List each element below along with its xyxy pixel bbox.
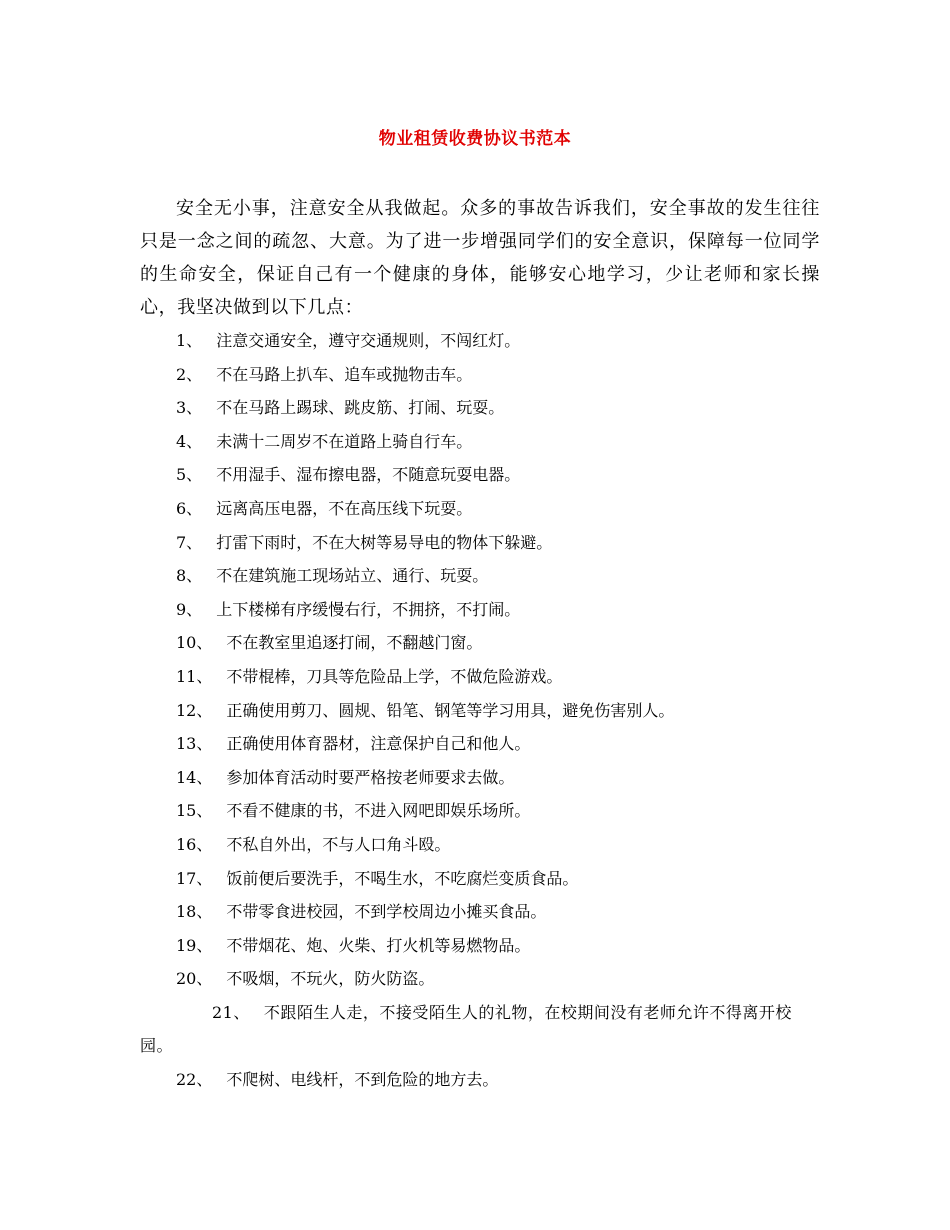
item-number: 18、 bbox=[176, 902, 213, 922]
list-item bbox=[140, 324, 820, 358]
list-item bbox=[140, 458, 820, 492]
item-number: 20、 bbox=[176, 969, 213, 989]
item-number: 19、 bbox=[176, 935, 213, 955]
list-item bbox=[140, 1063, 820, 1097]
item-number: 17、 bbox=[176, 868, 213, 888]
item-text: 正确使用体育器材，注意保护自己和他人。 bbox=[226, 734, 531, 754]
item-text: 不吸烟，不玩火，防火防盗。 bbox=[226, 969, 435, 989]
item-number: 12、 bbox=[176, 700, 213, 720]
item-number: 21、 bbox=[212, 1002, 250, 1022]
item-number: 16、 bbox=[176, 834, 213, 854]
item-number: 4、 bbox=[176, 431, 203, 451]
item-number: 14、 bbox=[176, 767, 213, 787]
item-number: 13、 bbox=[176, 734, 213, 754]
item-text: 上下楼梯有序缓慢右行，不拥挤，不打闹。 bbox=[216, 599, 521, 619]
list-item bbox=[140, 794, 820, 828]
item-text: 不用湿手、湿布擦电器，不随意玩耍电器。 bbox=[216, 465, 521, 485]
list-item bbox=[140, 862, 820, 896]
item-text: 正确使用剪刀、圆规、铅笔、钢笔等学习用具，避免伤害别人。 bbox=[226, 700, 675, 720]
item-number: 1、 bbox=[176, 331, 203, 350]
rules-list bbox=[140, 324, 820, 1097]
item-number: 6、 bbox=[176, 498, 203, 518]
item-text: 不私自外出，不与人口角斗殴。 bbox=[226, 834, 451, 854]
item-text: 不带烟花、炮、火柴、打火机等易燃物品。 bbox=[226, 935, 531, 955]
item-text: 不看不健康的书，不进入网吧即娱乐场所。 bbox=[226, 801, 531, 821]
list-item bbox=[140, 492, 820, 526]
item-number: 5、 bbox=[176, 465, 203, 485]
list-item bbox=[140, 626, 820, 660]
item-number: 3、 bbox=[176, 398, 203, 418]
list-item bbox=[140, 996, 820, 1063]
intro-paragraph: 安全无小事，注意安全从我做起。众多的事故告诉我们，安全事故的发生往往只是一念之间的疏忽、大意。为了进一步增强同学们的安全意识，保障每一位同学的生命安全，保证自己有一个健康的身体，能够安心地学习，少让老师和家长操心，我坚决做到以下几点： bbox=[140, 198, 820, 318]
item-number: 2、 bbox=[176, 364, 203, 384]
item-text: 打雷下雨时，不在大树等易导电的物体下躲避。 bbox=[216, 532, 553, 552]
list-item bbox=[140, 828, 820, 862]
item-text: 不带零食进校园，不到学校周边小摊买食品。 bbox=[226, 902, 547, 922]
item-text: 不在马路上踢球、跳皮筋、打闹、玩耍。 bbox=[216, 398, 505, 418]
item-text: 远离高压电器，不在高压线下玩耍。 bbox=[216, 498, 473, 518]
item-number: 9、 bbox=[176, 599, 203, 619]
list-item bbox=[140, 895, 820, 929]
list-item bbox=[140, 526, 820, 560]
item-text: 不在建筑施工现场站立、通行、玩耍。 bbox=[216, 566, 489, 586]
list-item bbox=[140, 929, 820, 963]
item-text: 不带棍棒，刀具等危险品上学，不做危险游戏。 bbox=[226, 666, 563, 686]
item-text: 参加体育活动时要严格按老师要求去做。 bbox=[226, 767, 515, 787]
item-text: 注意交通安全，遵守交通规则，不闯红灯。 bbox=[216, 331, 521, 350]
list-item bbox=[140, 660, 820, 694]
item-number: 8、 bbox=[176, 566, 203, 586]
item-text: 不爬树、电线杆，不到危险的地方去。 bbox=[226, 1070, 499, 1090]
item-number: 7、 bbox=[176, 532, 203, 552]
list-item bbox=[140, 694, 820, 728]
item-text: 不跟陌生人走，不接受陌生人的礼物，在校期间没有老师允许不得离开校园。 bbox=[140, 1002, 792, 1056]
item-text: 不在教室里追逐打闹，不翻越门窗。 bbox=[226, 633, 483, 653]
item-number: 11、 bbox=[176, 666, 213, 686]
item-text: 饭前便后要洗手，不喝生水，不吃腐烂变质食品。 bbox=[226, 868, 579, 888]
list-item bbox=[140, 358, 820, 392]
list-item bbox=[140, 425, 820, 459]
list-item bbox=[140, 962, 820, 996]
list-item bbox=[140, 391, 820, 425]
document-body bbox=[140, 192, 820, 1097]
list-item bbox=[140, 727, 820, 761]
item-number: 15、 bbox=[176, 801, 213, 821]
document-title: 物业租赁收费协议书范本 bbox=[378, 129, 572, 149]
list-item bbox=[140, 761, 820, 795]
list-item bbox=[140, 593, 820, 627]
item-text: 不在马路上扒车、追车或抛物击车。 bbox=[216, 364, 473, 384]
item-text: 未满十二周岁不在道路上骑自行车。 bbox=[216, 431, 473, 451]
item-number: 22、 bbox=[176, 1070, 213, 1090]
list-item bbox=[140, 559, 820, 593]
item-number: 10、 bbox=[176, 633, 213, 653]
